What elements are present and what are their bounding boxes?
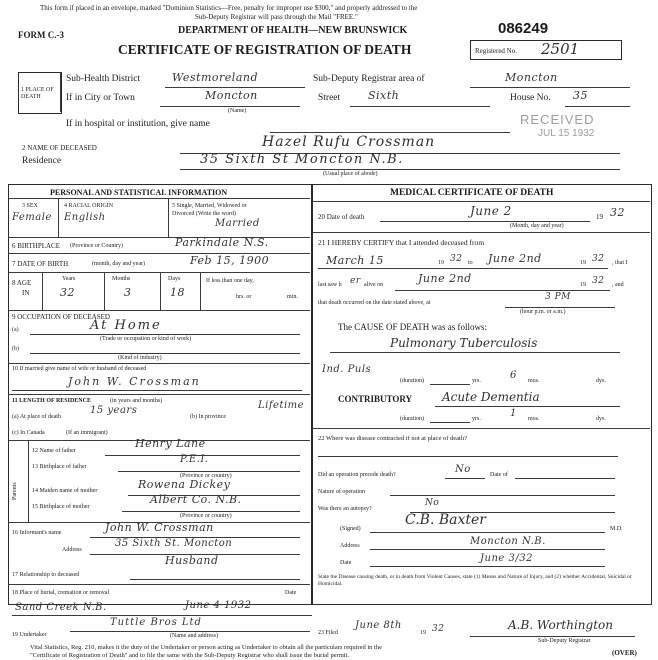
relationship-value: Husband: [165, 554, 219, 567]
row21-rule: [312, 428, 650, 429]
department-title: DEPARTMENT OF HEALTH—NEW BRUNSWICK: [178, 25, 408, 36]
father-birth-label: 13 Birthplace of father: [32, 464, 87, 470]
years-value: 32: [60, 286, 75, 299]
city-label: If in City or Town: [66, 93, 135, 103]
duration-line-1: [430, 384, 470, 385]
duration-line-2: [430, 422, 470, 423]
days-value: 18: [170, 286, 185, 299]
immigrant-caption: (If an immigrant): [66, 430, 108, 436]
and-label: , and: [612, 282, 624, 288]
alive-year: 32: [592, 276, 605, 286]
birthplace-value: Parkindale N.S.: [175, 236, 269, 249]
years-label: Years: [62, 276, 76, 282]
med-address-line: [370, 549, 605, 550]
mother-birth-line: [122, 511, 300, 512]
subdeputy-label: Sub-Deputy Registrar area of: [313, 74, 425, 84]
contributory-label: CONTRIBUTORY: [338, 394, 413, 404]
sex-divider: [58, 199, 59, 237]
op-date-line: [515, 478, 615, 479]
province-label: (b) In province: [190, 414, 226, 420]
row20-rule: [312, 232, 650, 233]
to-label: to: [468, 260, 473, 266]
registrar-line: [470, 636, 635, 637]
autopsy-value: No: [425, 498, 440, 508]
residence-length-label: 11 LENGTH OF RESIDENCE: [12, 398, 91, 404]
informant-address-value: 35 Sixth St. Moncton: [115, 538, 233, 549]
birthplace-label: 6 BIRTHPLACE: [12, 242, 60, 250]
industry-caption: (Kind of industry): [118, 355, 162, 361]
stamp-date: JUL 15 1932: [538, 128, 595, 139]
deceased-name-label: 2 NAME OF DECEASED: [22, 144, 97, 152]
hour-caption: (hour p.m. or a.m.): [520, 309, 566, 315]
city-line: [160, 106, 300, 107]
date-of-death-year: 32: [610, 206, 625, 219]
place-of-death-label: 1 PLACE OF DEATH: [21, 87, 54, 100]
occupation-b: (b): [12, 346, 19, 352]
place-of-death-box: [18, 72, 62, 114]
district-value: Westmoreland: [172, 71, 259, 84]
attended-to-year: 32: [592, 254, 605, 264]
at-place-label: (a) At place of death: [12, 414, 61, 420]
cause-line: [330, 352, 620, 353]
form-number: FORM C.-3: [18, 30, 64, 40]
duration-label-1: (duration): [400, 378, 424, 384]
occupation-a: (a): [12, 327, 19, 333]
marital-value: Married: [215, 218, 260, 229]
registered-box: [470, 40, 622, 60]
attended-line: [318, 268, 608, 269]
spouse-line: [12, 390, 302, 391]
deceased-name-value: Hazel Rufu Crossman: [262, 134, 436, 150]
q22-line: [318, 456, 618, 457]
operation-label: Did an operation precede death?: [318, 472, 396, 478]
personal-title-rule: [8, 198, 310, 199]
contributory-line: [435, 406, 620, 407]
dys-2: dys.: [596, 416, 606, 422]
date-of-death-caption: (Month, day and year): [510, 223, 564, 229]
certificate-title: CERTIFICATE OF REGISTRATION OF DEATH: [118, 42, 412, 57]
racial-label: 4 RACIAL ORIGIN: [64, 203, 114, 209]
house-value: 35: [573, 89, 588, 102]
registrar-caption: Sub-Deputy Registrar: [538, 638, 591, 644]
date-of-death-prefix: 19: [596, 213, 603, 221]
district-line: [165, 87, 305, 88]
age-div2: [104, 272, 105, 310]
footer-line2: "Certificate of Registration of Death" and to file the same with the Sub-Deputy Registrar who shall issue the burial permit.: [30, 652, 350, 659]
informant-value: John W. Crossman: [105, 521, 214, 534]
op-date-label: Date of: [490, 472, 508, 478]
dob-caption: (month, day and year): [92, 261, 145, 267]
from-year-prefix: 19: [438, 260, 444, 266]
mother-value: Rowena Dickey: [138, 478, 231, 491]
street-label: Street: [318, 93, 341, 103]
residence-caption: (Usual place of abode): [323, 171, 378, 177]
subdeputy-value: Moncton: [505, 71, 558, 84]
residence-value: 35 Sixth St Moncton N.B.: [200, 152, 404, 167]
that-label: , that I: [612, 260, 628, 266]
canada-label: (c) In Canada: [12, 430, 45, 436]
birthplace-caption: (Province or Country): [70, 243, 123, 249]
district-label: Sub-Health District: [66, 74, 141, 84]
duration-months-2: 1: [510, 408, 517, 419]
months-label: Months: [112, 276, 131, 282]
house-line: [565, 106, 630, 107]
date-signed-value: June 3/32: [480, 553, 533, 564]
row17-rule: [8, 584, 310, 585]
house-label: House No.: [510, 93, 551, 103]
signed-label: (Signed): [340, 526, 361, 532]
spouse-value: John W. Crossman: [68, 375, 201, 388]
father-label: 12 Name of father: [32, 448, 76, 454]
med-address-value: Moncton N.B.: [470, 536, 546, 547]
less-than-day: If less than one day,: [206, 278, 254, 284]
contributory-value: Acute Dementia: [442, 390, 540, 404]
burial-place-value: Sand Creek N.B.: [15, 602, 107, 613]
registrar-signature: A.B. Worthington: [508, 618, 613, 632]
residence-length-caption: (in years and months): [110, 398, 163, 404]
residence-line: [180, 169, 620, 170]
months-value: 3: [124, 286, 132, 299]
alive-on-value: June 2nd: [418, 272, 472, 285]
father-value: Henry Lane: [135, 437, 206, 450]
nature-line: [390, 495, 615, 496]
alive-on-label: alive on: [364, 282, 384, 288]
autopsy-label: Was there an autopsy?: [318, 506, 372, 512]
signed-line: [370, 532, 605, 533]
occupation-caption: (Trade or occupation or kind of work): [100, 336, 192, 342]
occupation-line: [30, 334, 300, 335]
row7-rule: [8, 272, 310, 273]
burial-date-value: June 4 1932: [185, 600, 252, 611]
mail-notice-line1: This form if placed in an envelope, marked "Dominion Statistics—Free, penalty for improper use $300," and properly addressed to the: [40, 4, 418, 12]
date-of-death-label: 20 Date of death: [318, 213, 365, 221]
filed-prefix: 19: [420, 630, 426, 636]
mother-birth-value: Albert Co. N.B.: [150, 493, 242, 506]
duration-months-1: 6: [510, 370, 517, 381]
name-caption: (Name): [228, 108, 247, 114]
occupation-label: 9 OCCUPATION OF DECEASED: [12, 313, 110, 321]
mos-1: mos.: [528, 378, 540, 384]
informant-label: 16 Informant's name: [12, 530, 62, 536]
row9-rule: [8, 363, 310, 364]
cause-value: Pulmonary Tuberculosis: [390, 336, 538, 350]
last-saw-label: last saw h: [318, 282, 342, 288]
last-saw-value: er: [350, 276, 361, 286]
alive-line: [395, 290, 610, 291]
mail-notice-line2: Sub-Deputy Registrar will pass through the Mail "FREE.": [195, 13, 358, 21]
operation-line: [445, 478, 485, 479]
date-of-death-line: [380, 221, 590, 222]
mos-2: mos.: [528, 416, 540, 422]
racial-value: English: [64, 212, 106, 223]
at-place-value: 15 years: [90, 405, 138, 416]
filed-year: 32: [432, 624, 445, 634]
undertaker-value: Tuttle Bros Ltd: [110, 617, 202, 628]
informant-address-label: Address: [62, 547, 82, 553]
relationship-label: 17 Relationship to deceased: [12, 572, 80, 578]
over-label: (OVER): [612, 649, 637, 657]
operation-value: No: [455, 464, 471, 475]
sex-label: 3 SEX: [22, 203, 38, 209]
father-birth-line: [118, 471, 300, 472]
residence-label: Residence: [22, 156, 62, 166]
yrs-2: yrs.: [472, 416, 481, 422]
street-line: [350, 106, 490, 107]
sex-value: Female: [12, 212, 52, 223]
personal-section-title: PERSONAL AND STATISTICAL INFORMATION: [50, 188, 228, 197]
signed-value: C.B. Baxter: [405, 512, 486, 528]
age-div4: [200, 272, 201, 310]
min-label: min.: [287, 294, 298, 300]
province-value: Lifetime: [258, 400, 305, 411]
row10-rule: [8, 394, 310, 395]
footnote: State the Disease causing death, or in death from Violent Causes, state (1) Means and Nature of Injury, and (2) whether Accidental, Suicidal or Homicidal.: [318, 574, 632, 587]
cause-label: The CAUSE OF DEATH was as follows:: [338, 322, 487, 332]
mother-birth-caption: (Province or country): [180, 513, 232, 519]
burial-date-label: Date: [285, 590, 297, 596]
father-birth-value: P.E.I.: [180, 454, 209, 465]
marital-label-1: 5 Single, Married, Widowed or: [172, 203, 247, 209]
father-birth-caption: (Province or country): [180, 473, 232, 479]
street-value: Sixth: [368, 89, 400, 102]
filed-value: June 8th: [355, 620, 402, 631]
registered-label: Registered No.: [475, 47, 517, 55]
age-label-2: IN: [22, 289, 30, 297]
racial-divider: [168, 199, 169, 237]
med-address-label: Address: [340, 543, 360, 549]
serial-number: 086249: [498, 20, 549, 37]
age-div3: [160, 272, 161, 310]
footer-line1: Vital Statistics, Reg. 210, makes it the duty of the Undertaker or person acting as Undertaker to obtain all the particulars required in the: [30, 644, 382, 651]
hospital-line: [270, 132, 510, 133]
undertaker-caption: (Name and address): [170, 633, 218, 639]
occurred-line: [505, 307, 615, 308]
registered-value: 2501: [541, 40, 580, 58]
md-label: M.D.: [610, 526, 623, 532]
occurred-label: that death occurred on the date stated above, at: [318, 300, 431, 306]
hospital-label: If in hospital or institution, give name: [66, 119, 210, 129]
industry-line: [30, 353, 300, 354]
yrs-1: yrs.: [472, 378, 481, 384]
spouse-label: 10 If married give name of wife or husband of deceased: [12, 366, 147, 372]
duration-label-2: (duration): [400, 416, 424, 422]
medical-title-rule: [312, 201, 650, 202]
city-value: Moncton: [205, 89, 258, 102]
burial-line: [12, 615, 312, 616]
row8-rule: [8, 310, 310, 311]
attended-from-year: 32: [450, 254, 463, 264]
dys-1: dys.: [596, 378, 606, 384]
margin-note: Ind. Puls: [322, 364, 372, 375]
nature-label: Nature of operation: [318, 489, 365, 495]
mother-label: 14 Maiden name of mother: [32, 488, 98, 494]
attended-from: March 15: [326, 254, 384, 267]
relationship-line: [130, 579, 300, 580]
age-label-1: 8 AGE: [12, 279, 32, 287]
medical-section-title: MEDICAL CERTIFICATE OF DEATH: [390, 188, 554, 198]
hrs-label: hrs. or: [236, 294, 252, 300]
dob-value: Feb 15, 1900: [190, 254, 270, 267]
date-signed-line: [370, 566, 605, 567]
received-stamp: RECEIVED: [520, 112, 595, 127]
dob-label: 7 DATE OF BIRTH: [12, 260, 69, 268]
undertaker-line: [70, 631, 310, 632]
undertaker-label: 19 Undertaker: [12, 632, 47, 638]
alive-year-prefix: 19: [580, 282, 586, 288]
certify-label: 21 I HEREBY CERTIFY that I attended deceased from: [318, 238, 485, 247]
mother-birth-label: 15 Birthplace of mother: [32, 504, 90, 510]
occurred-value: 3 PM: [545, 292, 571, 302]
filed-label: 23 Filed: [318, 630, 338, 636]
marital-label-2: Divorced (Write the word): [172, 211, 236, 217]
q22-label: 22 Where was disease contracted if not at place of death?: [318, 435, 467, 442]
burial-label: 18 Place of burial, cremation or removal: [12, 590, 110, 596]
place-divider: [60, 72, 61, 112]
attended-to: June 2nd: [488, 252, 542, 265]
parents-label: Parents: [12, 482, 18, 500]
to-year-prefix: 19: [580, 260, 586, 266]
parents-divider: [28, 440, 29, 522]
days-label: Days: [168, 276, 181, 282]
occupation-value: At Home: [90, 318, 162, 333]
age-div1: [42, 272, 43, 310]
date-signed-label: Date: [340, 560, 352, 566]
subdeputy-line: [470, 87, 630, 88]
date-of-death-value: June 2: [470, 204, 512, 218]
